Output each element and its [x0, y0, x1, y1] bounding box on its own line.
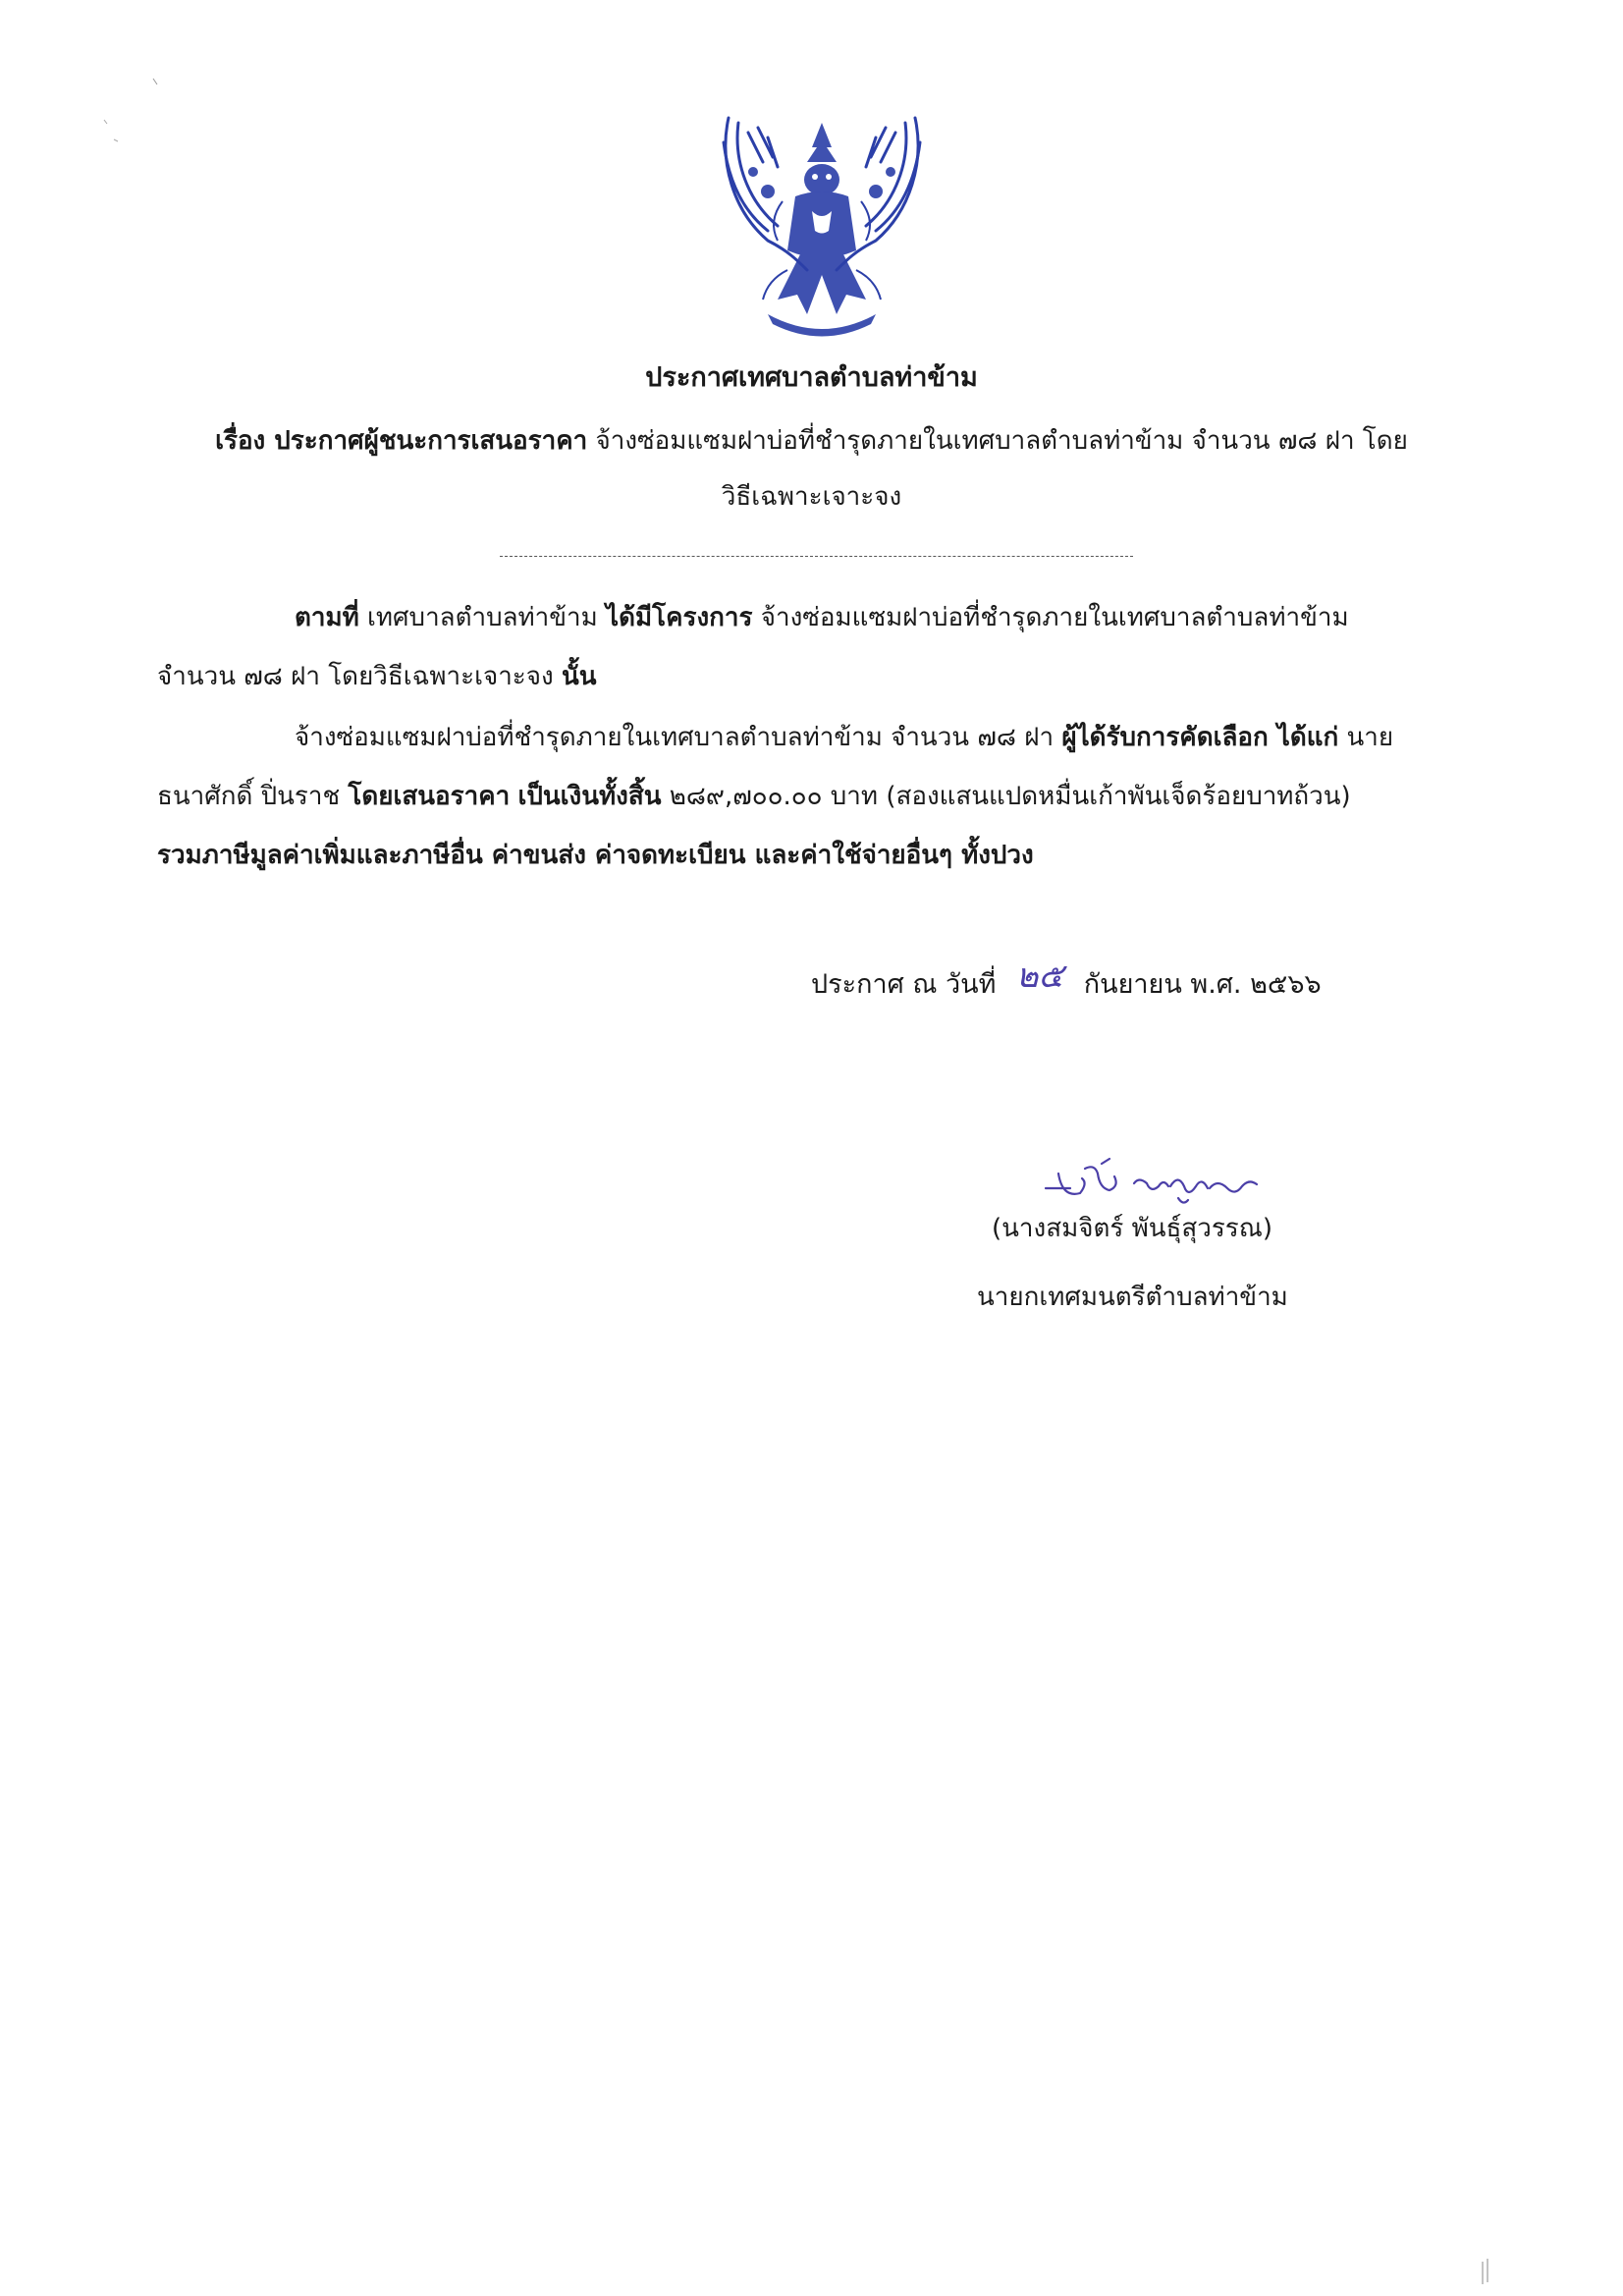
document-title: ประกาศเทศบาลตำบลท่าข้าม [645, 362, 978, 393]
para1-line2: จำนวน ๗๘ ฝา โดยวิธีเฉพาะเจาะจง [157, 662, 554, 691]
para2-amount: ๒๘๙,๗๐๐.๐๐ [669, 782, 823, 811]
subject-label: เรื่อง ประกาศผู้ชนะการเสนอราคา [215, 426, 588, 456]
header-divider [500, 556, 1133, 557]
paragraph-2-line-1 [295, 717, 1393, 757]
date-month-year: กันยายน พ.ศ. ๒๕๖๖ [1083, 969, 1322, 1000]
subject-text: จ้างซ่อมแซมฝาบ่อที่ชำรุดภายในเทศบาลตำบลท่าข้าม จำนวน ๗๘ ฝา โดย [595, 426, 1408, 456]
scan-mark [1480, 2257, 1491, 2286]
para2-offer-label: โดยเสนอราคา [348, 782, 511, 811]
document-subject [147, 420, 1476, 461]
date-prefix: ประกาศ ณ วันที่ [811, 969, 997, 1000]
paragraph-1-line-2 [157, 656, 597, 696]
date-day-handwritten: ๒๕ [1016, 957, 1064, 996]
document-subject-continued: วิธีเฉพาะเจาะจง [721, 482, 902, 512]
para1-line2-end: นั้น [561, 662, 597, 691]
para2-amount-words: (สองแสนแปดหมื่นเก้าพันเจ็ดร้อยบาทถ้วน) [886, 782, 1351, 811]
signer-position: นายกเทศมนตรีตำบลท่าข้าม [977, 1283, 1288, 1312]
paragraph-2-line-3: รวมภาษีมูลค่าเพิ่มและภาษีอื่น ค่าขนส่ง ค่าจดทะเบียน และค่าใช้จ่ายอื่นๆ ทั้งปวง [157, 841, 1034, 870]
para1-agency: เทศบาลตำบลท่าข้าม [367, 603, 598, 632]
paragraph-2-line-2 [157, 776, 1351, 816]
para1-lead: ตามที่ [295, 603, 359, 632]
para2-winner-name: ธนาศักดิ์ ปิ่นราช [157, 782, 341, 811]
paragraph-1-line-1 [295, 597, 1349, 637]
signer-name: (นางสมจิตร์ พันธุ์สุวรรณ) [992, 1214, 1273, 1243]
para2-currency: บาท [830, 782, 879, 811]
para2-selected: ผู้ได้รับการคัดเลือก ได้แก่ [1061, 723, 1339, 752]
para2-item: จ้างซ่อมแซมฝาบ่อที่ชำรุดภายในเทศบาลตำบลท่าข้าม จำนวน ๗๘ ฝา [295, 723, 1055, 752]
para1-project: จ้างซ่อมแซมฝาบ่อที่ชำรุดภายในเทศบาลตำบลท่าข้าม [760, 603, 1349, 632]
para2-winner-prefix: นาย [1346, 723, 1394, 752]
para2-total-label: เป็นเงินทั้งสิ้น [517, 782, 662, 811]
para1-has-project: ได้มีโครงการ [606, 603, 753, 632]
garuda-emblem-icon [709, 103, 935, 349]
handwritten-signature [1041, 1149, 1267, 1208]
announcement-date [811, 955, 1322, 1008]
scan-specks [98, 69, 177, 157]
